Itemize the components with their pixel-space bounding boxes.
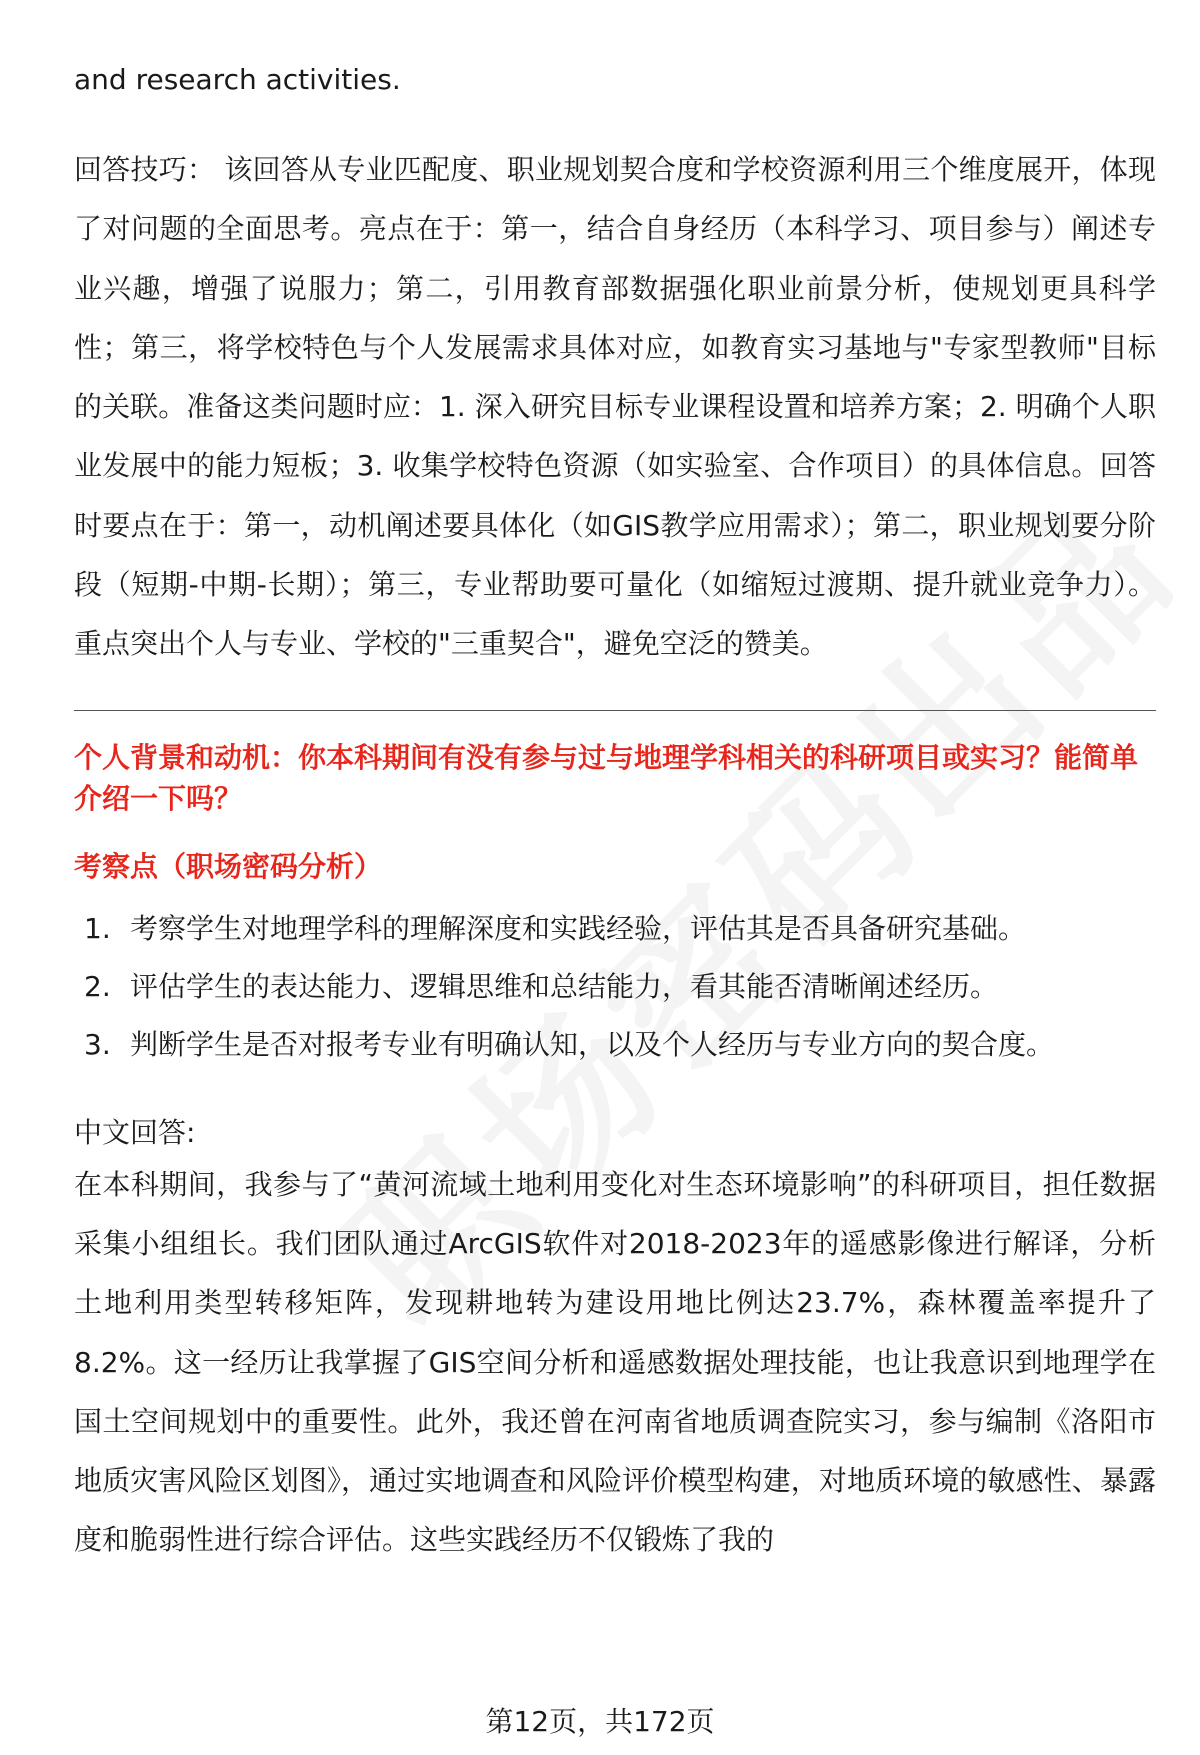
list-item-text: 判断学生是否对报考专业有明确认知，以及个人经历与专业方向的契合度。 — [130, 1027, 1055, 1061]
assessment-points-list — [74, 909, 1156, 1083]
list-item-number: 3. — [84, 1027, 111, 1061]
chinese-answer-heading: 中文回答: — [74, 1115, 196, 1149]
continuation-text: and research activities. — [74, 63, 401, 96]
chinese-answer-paragraph: 在本科期间，我参与了“黄河流域土地利用变化对生态环境影响”的科研项目，担任数据采集小组组长。我们团队通过ArcGIS软件对2018-2023年的遥感影像进行解译，分析土地利用类型转移矩阵，发现耕地转为建设用地比例达23.7%，森林覆盖率提升了8.2%。这一经历让我掌握了GIS空间分析和遥感数据处理技能，也让我意识到地理学在国土空间规划中的重要性。此外，我还曾在河南省地质调查院实习，参与编制《洛阳市地质灾害风险区划图》，通过实地调查和风险评价模型构建，对地质环境的敏感性、暴露度和脆弱性进行综合评估。这些实践经历不仅锻炼了我的 — [74, 1167, 1156, 1557]
page-content — [74, 60, 1156, 1570]
interview-question: 个人背景和动机：你本科期间有没有参与过与地理学科相关的科研项目或实习？能简单介绍一下吗？ — [74, 740, 1139, 815]
list-item-text: 评估学生的表达能力、逻辑思维和总结能力，看其能否清晰阐述经历。 — [130, 969, 999, 1003]
list-item — [74, 967, 1156, 1025]
answer-tips-paragraph: 回答技巧： 该回答从专业匹配度、职业规划契合度和学校资源利用三个维度展开，体现了对问题的全面思考。亮点在于：第一，结合自身经历（本科学习、项目参与）阐述专业兴趣，增强了说服力；第二，引用教育部数据强化职业前景分析，使规划更具科学性；第三，将学校特色与个人发展需求具体对应，如教育实习基地与"专家型教师"目标的关联。准备这类问题时应：1. 深入研究目标专业课程设置和培养方案；2. 明确个人职业发展中的能力短板；3. 收集学校特色资源（如实验室、合作项目）的具体信息。回答时要点在于：第一，动机阐述要具体化（如GIS教学应用需求）；第二，职业规划要分阶段（短期-中期-长期）；第三，专业帮助要可量化（如缩短过渡期、提升就业竞争力）。重点突出个人与专业、学校的"三重契合"，避免空泛的赞美。 — [74, 153, 1156, 661]
list-item — [74, 1025, 1156, 1083]
list-item — [74, 909, 1156, 967]
page-number-footer: 第12页，共172页 — [485, 1705, 715, 1738]
list-item-number: 2. — [84, 969, 111, 1003]
list-item-text: 考察学生对地理学科的理解深度和实践经验，评估其是否具备研究基础。 — [130, 911, 1027, 945]
assessment-points-title: 考察点（职场密码分析） — [74, 849, 383, 883]
section-divider — [74, 710, 1156, 711]
list-item-number: 1. — [84, 911, 111, 945]
